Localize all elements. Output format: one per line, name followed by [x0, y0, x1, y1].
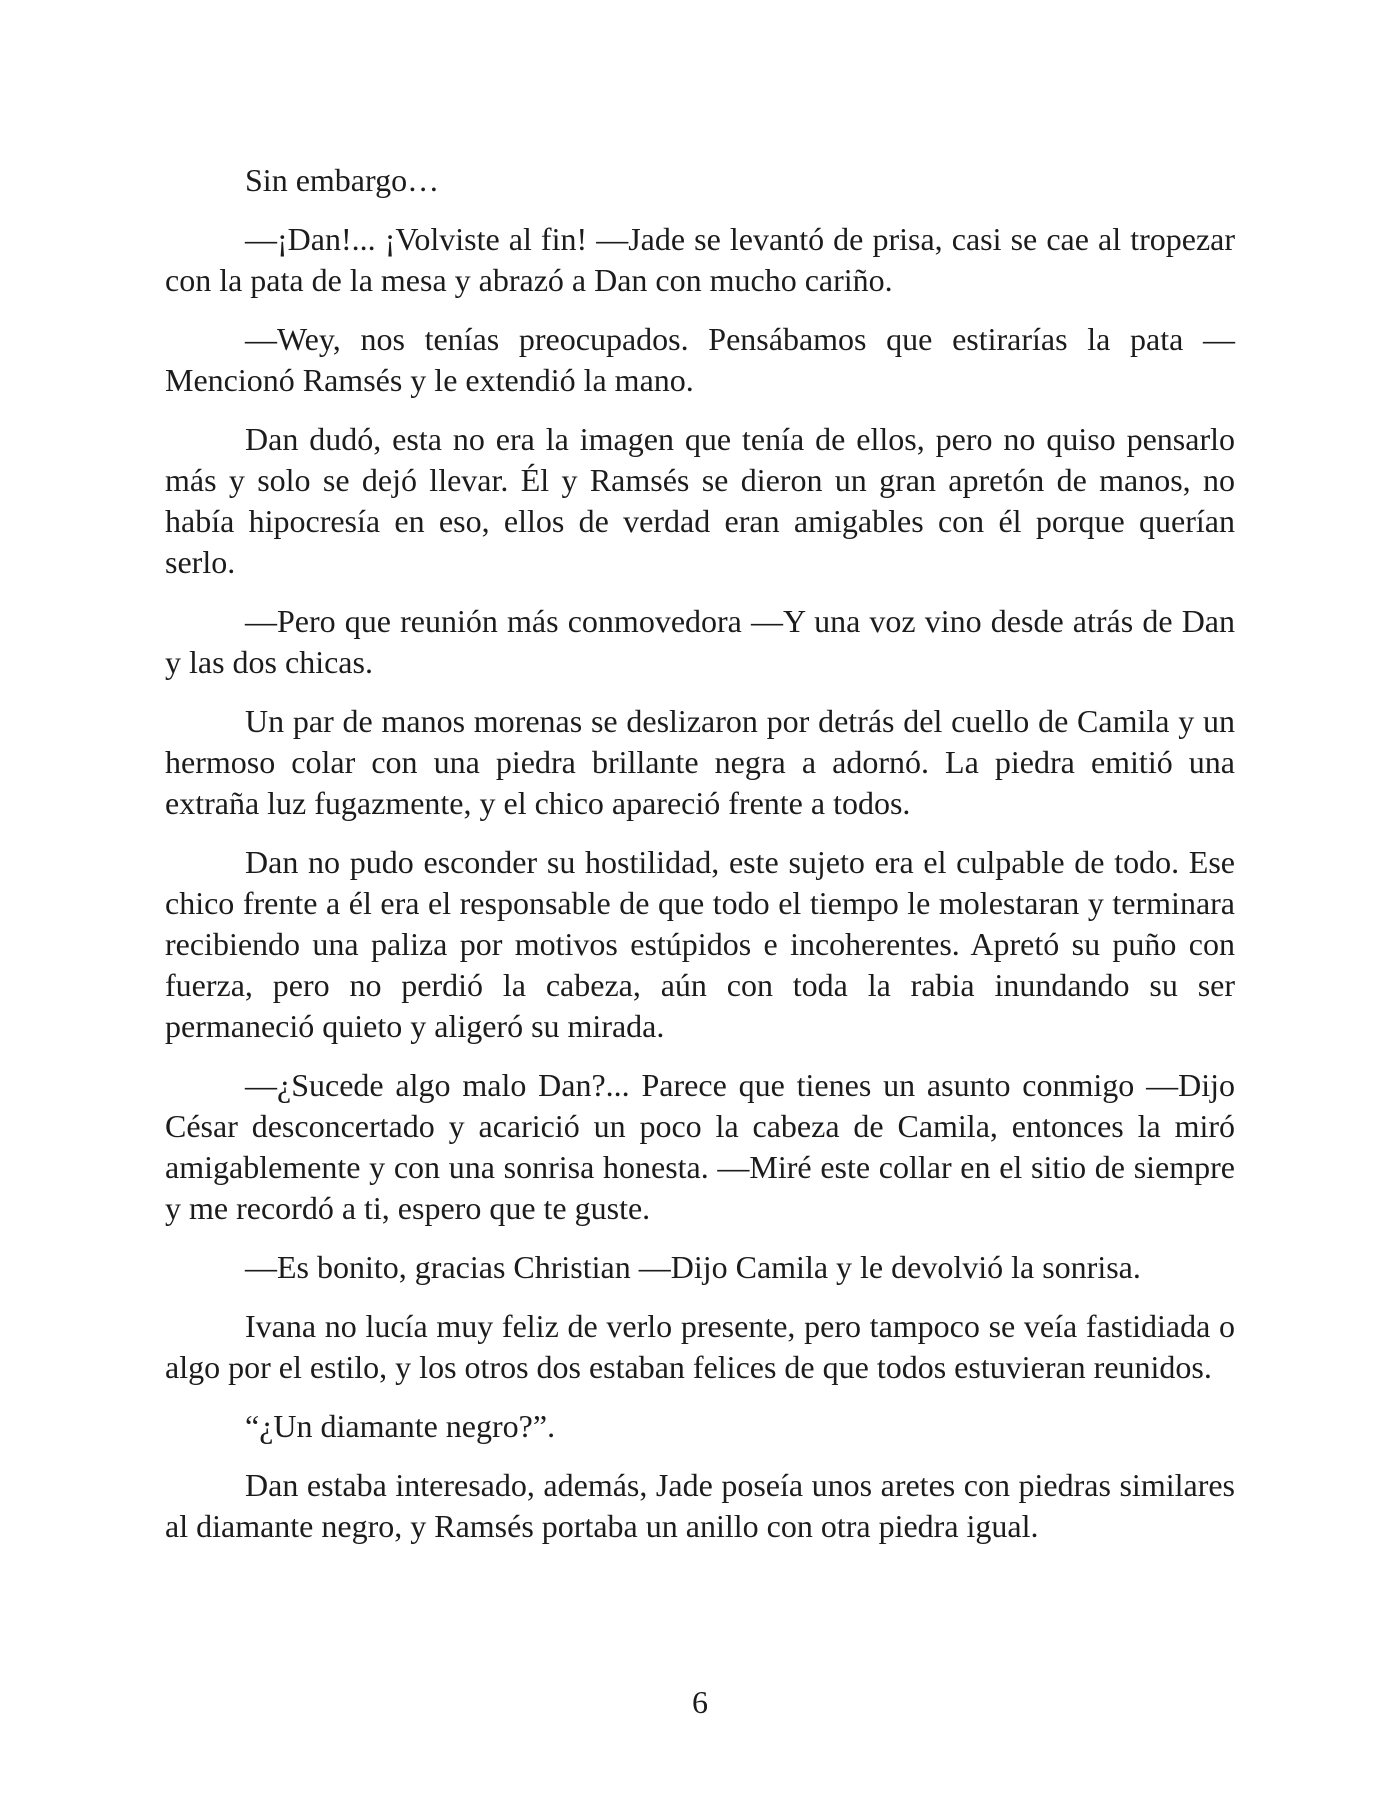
- paragraph: “¿Un diamante negro?”.: [245, 1408, 556, 1444]
- paragraph: Sin embargo…: [245, 162, 440, 198]
- paragraph: —Es bonito, gracias Christian —Dijo Camila y le devolvió la sonrisa.: [245, 1249, 1141, 1285]
- page-body-text: [165, 160, 1235, 1565]
- paragraph: Un par de manos morenas se deslizaron por detrás del cuello de Camila y un hermoso colar con una piedra brillante negra a adornó. La piedra emitió una extraña luz fugazmente, y el chico apareció frente a todos.: [165, 703, 1235, 821]
- paragraph: Dan no pudo esconder su hostilidad, este sujeto era el culpable de todo. Ese chico frente a él era el responsable de que todo el tiempo le molestaran y terminara recibiendo una paliza por motivos estúpidos e incoherentes. Apretó su puño con fuerza, pero no perdió la cabeza, aún con toda la rabia inundando su ser permaneció quieto y aligeró su mirada.: [165, 844, 1235, 1044]
- paragraph: Dan dudó, esta no era la imagen que tenía de ellos, pero no quiso pensarlo más y solo se dejó llevar. Él y Ramsés se dieron un gran apretón de manos, no había hipocresía en eso, ellos de verdad eran amigables con él porque querían serlo.: [165, 421, 1235, 580]
- paragraph: —¡Dan!... ¡Volviste al fin! —Jade se levantó de prisa, casi se cae al tropezar con la pata de la mesa y abrazó a Dan con mucho cariño.: [165, 221, 1235, 298]
- paragraph: —Wey, nos tenías preocupados. Pensábamos que estirarías la pata —Mencionó Ramsés y le extendió la mano.: [165, 321, 1235, 398]
- paragraph: —¿Sucede algo malo Dan?... Parece que tienes un asunto conmigo —Dijo César desconcertado y acarició un poco la cabeza de Camila, entonces la miró amigablemente y con una sonrisa honesta. —Miré este collar en el sitio de siempre y me recordó a ti, espero que te guste.: [165, 1067, 1235, 1226]
- paragraph: Dan estaba interesado, además, Jade poseía unos aretes con piedras similares al diamante negro, y Ramsés portaba un anillo con otra piedra igual.: [165, 1467, 1235, 1544]
- page-number: 6: [692, 1684, 708, 1720]
- paragraph: —Pero que reunión más conmovedora —Y una voz vino desde atrás de Dan y las dos chicas.: [165, 603, 1235, 680]
- paragraph: Ivana no lucía muy feliz de verlo presente, pero tampoco se veía fastidiada o algo por el estilo, y los otros dos estaban felices de que todos estuvieran reunidos.: [165, 1308, 1235, 1385]
